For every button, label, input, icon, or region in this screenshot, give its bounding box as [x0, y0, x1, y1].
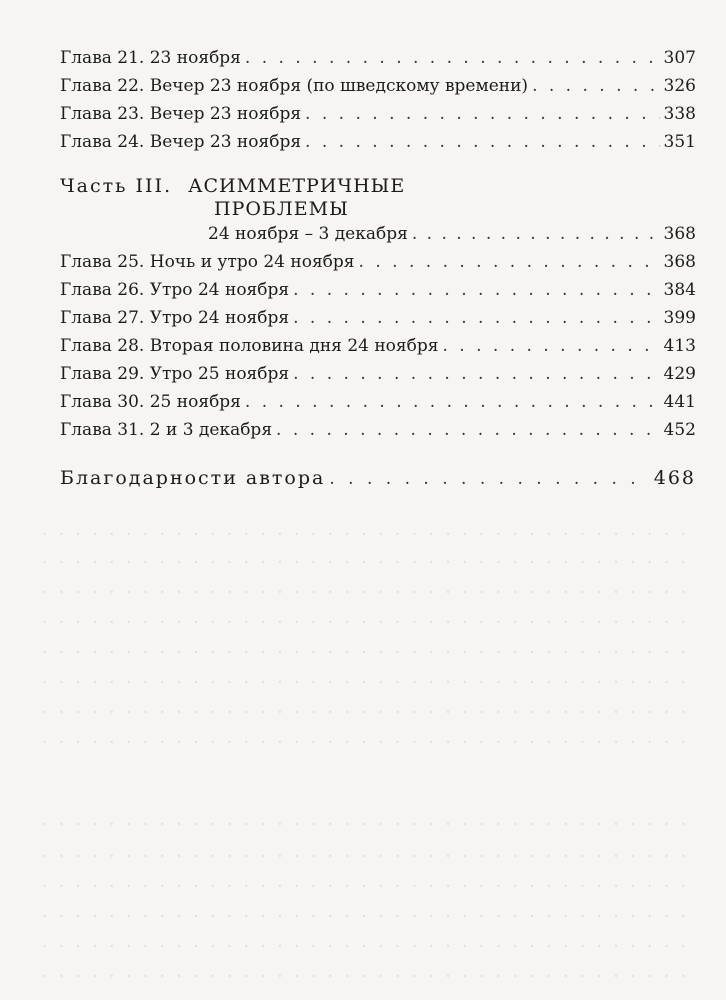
- toc-entry-label: Глава 29. Утро 25 ноября: [60, 364, 290, 384]
- leader-dots: [532, 72, 659, 100]
- toc-entry-chapter-25[interactable]: [60, 248, 696, 276]
- leader-dots: [293, 360, 659, 388]
- toc-entry-page: 399: [663, 308, 696, 328]
- part-label: Часть III.: [60, 175, 173, 197]
- leader-dots: [329, 465, 649, 493]
- toc-entry-chapter-30[interactable]: [60, 388, 696, 416]
- toc-entry-chapter-27[interactable]: [60, 304, 696, 332]
- toc-entry-chapter-23[interactable]: [60, 100, 696, 128]
- toc-entry-chapter-26[interactable]: [60, 276, 696, 304]
- leader-dots: [245, 388, 660, 416]
- toc-entry-page: 441: [663, 392, 696, 412]
- toc-entry-chapter-21[interactable]: [60, 44, 696, 72]
- toc-entry-page: 413: [663, 336, 696, 356]
- part-dates: 24 ноября – 3 декабря: [208, 224, 408, 244]
- part-title-line-1: АСИММЕТРИЧНЫЕ: [188, 175, 406, 197]
- toc-entry-label: Глава 30. 25 ноября: [60, 392, 241, 412]
- leader-dots: [293, 304, 659, 332]
- toc-entry-chapter-24[interactable]: [60, 128, 696, 156]
- leader-dots: [276, 416, 660, 444]
- toc-entry-chapter-22[interactable]: [60, 72, 696, 100]
- leader-dots: [305, 128, 660, 156]
- toc-entry-page: 384: [663, 280, 696, 300]
- toc-entry-label: Благодарности автора: [60, 467, 326, 489]
- toc-entry-page: 338: [663, 104, 696, 124]
- toc-entry-page: 326: [663, 76, 696, 96]
- part-page: 368: [663, 224, 696, 244]
- toc-entry-page: 468: [653, 467, 696, 489]
- toc-entry-label: Глава 26. Утро 24 ноября: [60, 280, 290, 300]
- toc-entry-label: Глава 31. 2 и 3 декабря: [60, 420, 273, 440]
- toc-entry-page: 307: [663, 48, 696, 68]
- part-dates-row: [60, 220, 696, 248]
- toc-entry-page: 452: [663, 420, 696, 440]
- toc-entry-label: Глава 24. Вечер 23 ноября: [60, 132, 302, 152]
- toc-entry-chapter-28[interactable]: [60, 332, 696, 360]
- leader-dots: [442, 332, 659, 360]
- part-title-line-2: ПРОБЛЕМЫ: [214, 198, 349, 220]
- part-title-row: [60, 174, 696, 198]
- toc-entry-label: Глава 21. 23 ноября: [60, 48, 241, 68]
- table-of-contents: [60, 44, 696, 492]
- toc-entry-label: Глава 22. Вечер 23 ноября (по шведскому времени): [60, 76, 529, 96]
- leader-dots: [412, 220, 660, 248]
- toc-entry-label: Глава 23. Вечер 23 ноября: [60, 104, 302, 124]
- toc-entry-acknowledgements[interactable]: [60, 464, 696, 492]
- toc-entry-label: Глава 25. Ночь и утро 24 ноября: [60, 252, 355, 272]
- toc-entry-page: 351: [663, 132, 696, 152]
- leader-dots: [305, 100, 660, 128]
- part-heading[interactable]: [60, 174, 696, 248]
- toc-entry-chapter-31[interactable]: [60, 416, 696, 444]
- toc-entry-page: 429: [663, 364, 696, 384]
- leader-dots: [359, 248, 660, 276]
- toc-entry-chapter-29[interactable]: [60, 360, 696, 388]
- toc-entry-label: Глава 27. Утро 24 ноября: [60, 308, 290, 328]
- toc-entry-page: 368: [663, 252, 696, 272]
- toc-entry-label: Глава 28. Вторая половина дня 24 ноября: [60, 336, 439, 356]
- leader-dots: [245, 44, 660, 72]
- leader-dots: [293, 276, 659, 304]
